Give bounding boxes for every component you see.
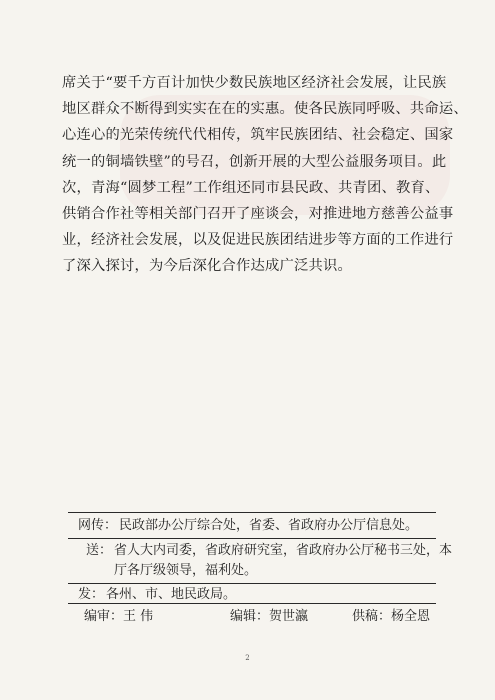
distribution-issue-value: 各州、市、地民政局。	[106, 587, 237, 602]
distribution-send-continued	[114, 561, 257, 581]
footer-top-rule	[68, 512, 436, 513]
body-paragraph	[62, 70, 468, 280]
body-line: 心连心的光荣传统代代相传，筑牢民族团结、社会稳定、国家	[62, 127, 454, 144]
footer-bottom-rule	[68, 603, 436, 604]
body-line: 业，经济社会发展，以及促进民族团结进步等方面的工作进行	[62, 232, 454, 249]
distribution-send	[86, 541, 452, 561]
editor-credit: 编辑：贺世瀛	[230, 609, 309, 624]
body-line: 席关于“要千方百计加快少数民族地区经济社会发展，让民族	[62, 75, 447, 91]
distribution-send-value: 省人大内司委，省政府研究室，省政府办公厅秘书三处，本	[114, 543, 453, 558]
reviewer-credit: 编审：王 伟	[84, 609, 154, 624]
body-line: 了深入探讨，为今后深化合作达成广泛共识。	[62, 258, 352, 275]
provider-credit: 供稿：杨全恩	[352, 609, 431, 624]
body-line: 供销合作社等相关部门召开了座谈会，对推进地方慈善公益事	[62, 206, 454, 223]
distribution-web-label: 网传：	[78, 518, 118, 533]
distribution-issue	[78, 585, 236, 605]
distribution-issue-label: 发：	[78, 587, 105, 602]
distribution-send-label: 送：	[86, 543, 113, 558]
page-number: 2	[245, 654, 250, 662]
body-line: 地区群众不断得到实实在在的实惠。使各民族同呼吸、共命运、	[62, 101, 468, 118]
body-line: 统一的铜墙铁壁”的号召，创新开展的大型公益服务项目。此	[62, 153, 447, 170]
distribution-web-value: 民政部办公厅综合处，省委、省政府办公厅信息处。	[119, 518, 419, 533]
footer-rule	[68, 583, 436, 584]
footer-rule	[68, 538, 436, 539]
body-line: 次，青海“圆梦工程”工作组还同市县民政、共青团、教育、	[62, 179, 440, 196]
distribution-web	[78, 516, 418, 536]
distribution-send-value-2: 厅各厅级领导，福利处。	[114, 563, 258, 578]
